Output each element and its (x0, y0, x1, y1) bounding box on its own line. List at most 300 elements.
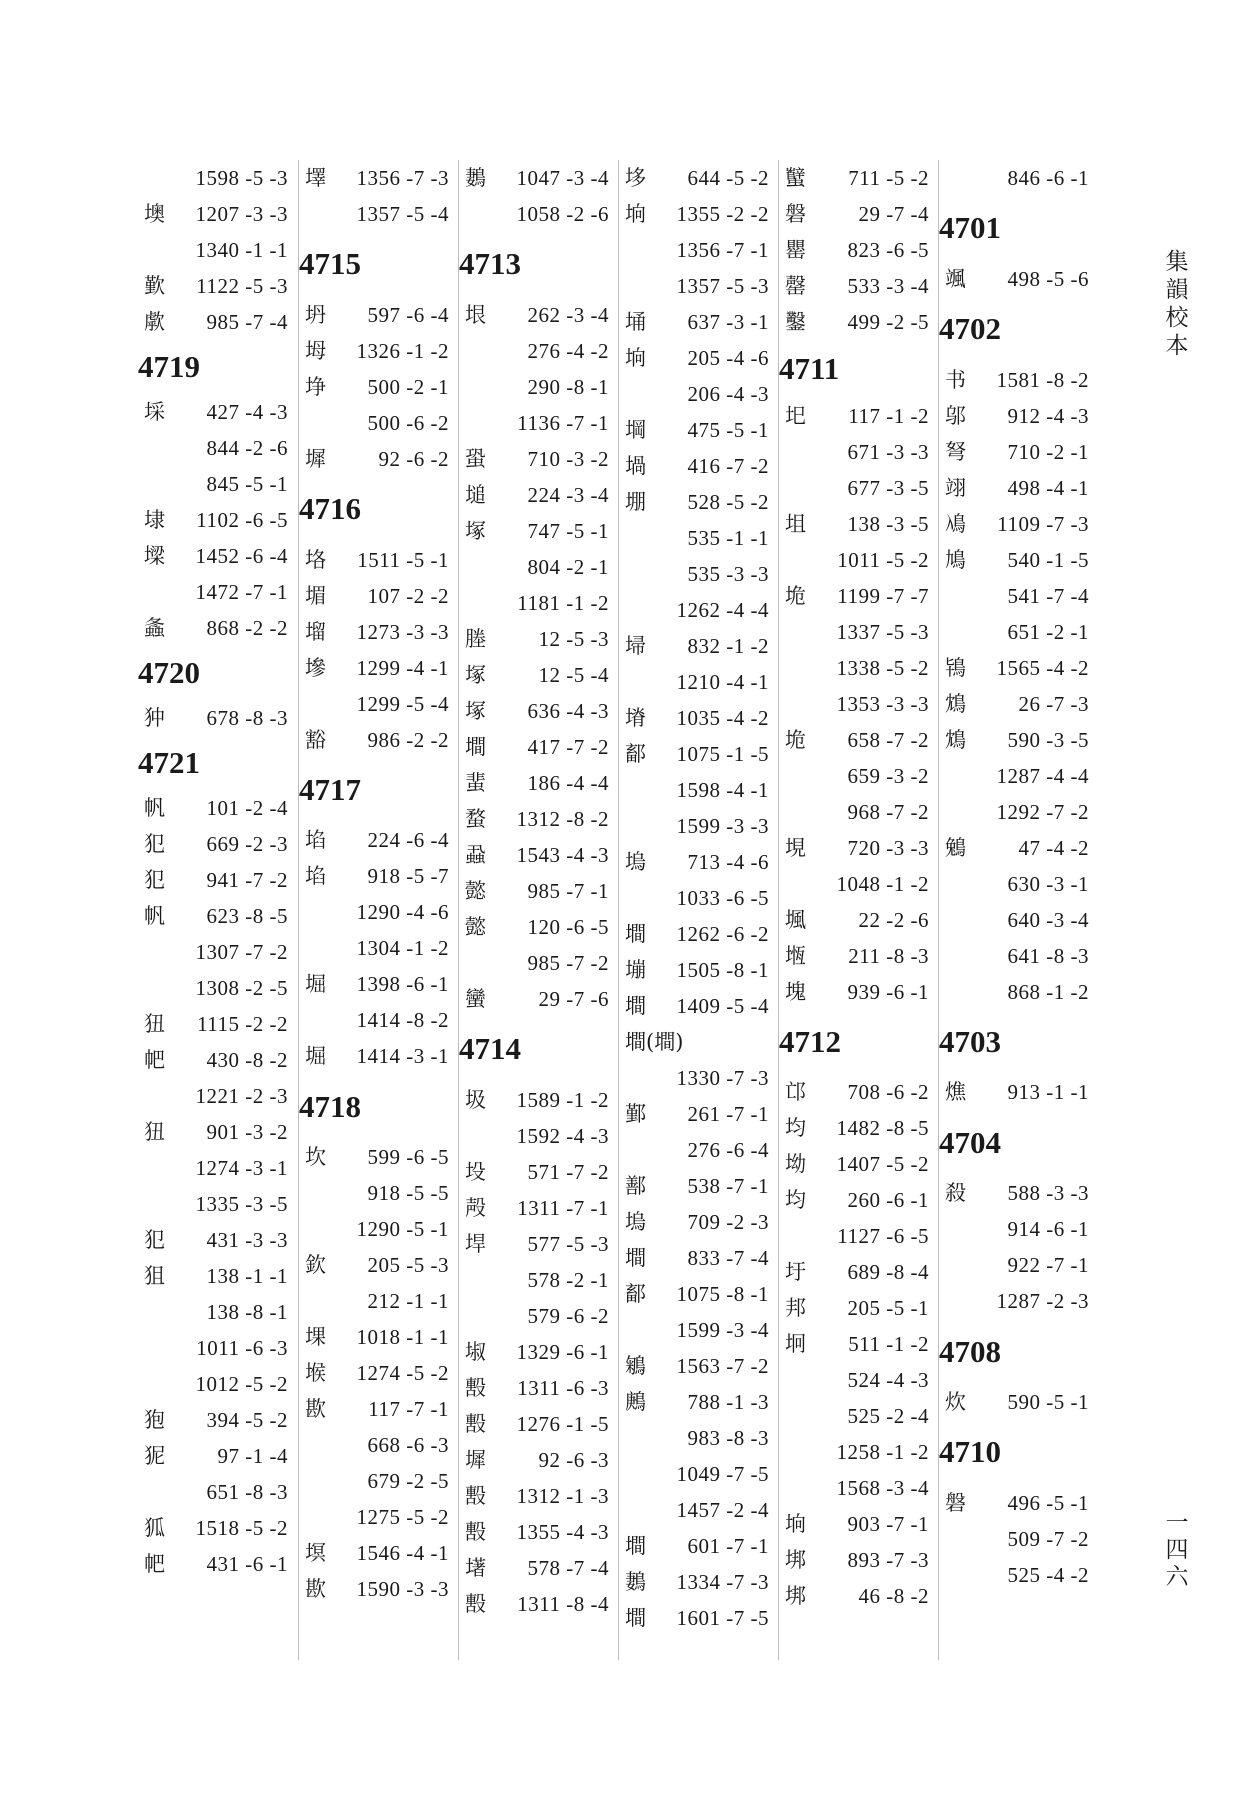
index-entry (459, 981, 619, 1017)
index-entry (619, 1204, 779, 1240)
index-entry (459, 1406, 619, 1442)
entry-reference: 525 -2 -4 (847, 1404, 929, 1428)
entry-character: 蠻 (465, 987, 486, 1011)
index-entry (138, 610, 298, 646)
entry-reference: 97 -1 -4 (217, 1444, 288, 1468)
entry-reference: 1601 -7 -5 (676, 1606, 769, 1630)
entry-reference: 832 -1 -2 (687, 634, 769, 658)
index-entry (459, 909, 619, 945)
index-entry (779, 866, 939, 902)
entry-character: 垷 (785, 836, 806, 860)
entry-reference: 416 -7 -2 (687, 454, 769, 478)
entry-reference: 205 -5 -1 (847, 1296, 929, 1320)
index-entry (779, 196, 939, 232)
entry-character: 殺 (945, 1181, 966, 1205)
entry-reference: 1356 -7 -3 (356, 166, 449, 190)
index-entry (939, 902, 1099, 938)
entry-character: 罌 (785, 238, 806, 262)
index-entry (619, 1276, 779, 1312)
index-entry (619, 448, 779, 484)
entry-character: 螽 (144, 616, 165, 640)
section-code: 4717 (299, 772, 361, 807)
index-entry (459, 513, 619, 549)
index-entry (138, 934, 298, 970)
entry-reference: 1210 -4 -1 (676, 670, 769, 694)
entry-reference: 1590 -3 -3 (356, 1577, 449, 1601)
index-entry (939, 578, 1099, 614)
entry-reference: 290 -8 -1 (527, 375, 609, 399)
index-entry (459, 1262, 619, 1298)
index-entry (939, 506, 1099, 542)
index-entry (299, 1463, 459, 1499)
index-entry (299, 1283, 459, 1319)
entry-reference: 833 -7 -4 (687, 1246, 769, 1270)
section-heading (939, 210, 1099, 246)
entry-reference: 1311 -6 -3 (517, 1376, 609, 1400)
entry-character: 堁 (305, 1325, 326, 1349)
entry-reference: 1033 -6 -5 (676, 886, 769, 910)
entry-reference: 590 -5 -1 (1007, 1390, 1089, 1414)
index-entry (939, 1283, 1099, 1319)
side-title-book-name: 集 韻 校 本 (1165, 249, 1189, 359)
index-entry (619, 1348, 779, 1384)
entry-character: 坍 (305, 303, 326, 327)
entry-character: 垠 (465, 303, 486, 327)
index-entry (619, 700, 779, 736)
index-entry (779, 1146, 939, 1182)
entry-reference: 212 -1 -1 (367, 1289, 449, 1313)
index-entry (138, 430, 298, 466)
entry-character: 均 (785, 1188, 806, 1212)
index-entry (299, 930, 459, 966)
section-heading (299, 246, 459, 282)
entry-character: 墹 (465, 735, 486, 759)
entry-character: 圯 (785, 404, 806, 428)
entry-character: 鄐 (625, 742, 646, 766)
entry-character: 书 (945, 368, 966, 392)
index-entry (459, 801, 619, 837)
index-entry (619, 412, 779, 448)
index-entry (459, 297, 619, 333)
index-entry (299, 1211, 459, 1247)
index-entry (459, 369, 619, 405)
section-heading (459, 246, 619, 282)
entry-character: 埭 (144, 508, 165, 532)
index-entry (299, 894, 459, 930)
index-entry (619, 1384, 779, 1420)
entry-reference: 671 -3 -3 (847, 440, 929, 464)
entry-character: 埇 (625, 310, 646, 334)
entry-reference: 427 -4 -3 (206, 400, 288, 424)
entry-reference: 538 -7 -1 (687, 1174, 769, 1198)
section-heading (939, 1024, 1099, 1060)
index-entry (779, 686, 939, 722)
index-entry (779, 1290, 939, 1326)
index-entry (939, 974, 1099, 1010)
index-entry (619, 1240, 779, 1276)
entry-character: 殸 (465, 1196, 486, 1220)
entry-reference: 431 -3 -3 (206, 1228, 288, 1252)
section-code: 4704 (939, 1125, 1001, 1160)
index-entry (459, 196, 619, 232)
index-entry (138, 862, 298, 898)
entry-reference: 524 -4 -3 (847, 1368, 929, 1392)
entry-character: 帊 (144, 1048, 165, 1072)
index-entry (619, 520, 779, 556)
entry-character: 鴆 (945, 692, 966, 716)
entry-reference: 1353 -3 -3 (836, 692, 929, 716)
entry-reference: 986 -2 -2 (367, 728, 449, 752)
index-entry (459, 333, 619, 369)
index-entry (459, 1298, 619, 1334)
entry-reference: 205 -5 -3 (367, 1253, 449, 1277)
index-entry (299, 650, 459, 686)
index-entry (939, 542, 1099, 578)
entry-character: 蜚 (465, 771, 486, 795)
section-code: 4715 (299, 246, 361, 281)
entry-reference: 1018 -1 -1 (356, 1325, 449, 1349)
index-entry (619, 844, 779, 880)
index-entry (138, 826, 298, 862)
entry-character: 邙 (785, 1080, 806, 1104)
entry-reference: 540 -1 -5 (1007, 548, 1089, 572)
entry-character: 鴆 (945, 728, 966, 752)
entry-reference: 1275 -5 -2 (356, 1505, 449, 1529)
index-entry (779, 722, 939, 758)
entry-reference: 22 -2 -6 (858, 908, 929, 932)
entry-reference: 1355 -4 -3 (516, 1520, 609, 1544)
entry-character: 毄 (465, 1592, 486, 1616)
entry-character: 毄 (465, 1484, 486, 1508)
index-entry (939, 362, 1099, 398)
entry-character: 墿 (305, 166, 326, 190)
entry-reference: 1326 -1 -2 (356, 339, 449, 363)
entry-character: 鳰 (945, 512, 966, 536)
page-number: 一 四 六 (1165, 1510, 1189, 1590)
entry-character: 懿 (465, 879, 486, 903)
index-entry (619, 304, 779, 340)
entry-reference: 498 -4 -1 (1007, 476, 1089, 500)
entry-reference: 475 -5 -1 (687, 418, 769, 442)
index-entry (619, 664, 779, 700)
entry-character: 堸 (785, 908, 806, 932)
index-column-5 (778, 160, 939, 1660)
entry-character: 燋 (945, 1080, 966, 1104)
index-entry (939, 1211, 1099, 1247)
entry-reference: 1398 -6 -1 (356, 972, 449, 996)
index-columns (138, 160, 1098, 1660)
entry-reference: 1047 -3 -4 (516, 166, 609, 190)
entry-reference: 710 -3 -2 (527, 447, 609, 471)
index-entry (299, 1535, 459, 1571)
index-entry (939, 1557, 1099, 1593)
index-entry (779, 1218, 939, 1254)
entry-reference: 579 -6 -2 (527, 1304, 609, 1328)
entry-reference: 261 -7 -1 (687, 1102, 769, 1126)
entry-character: 狐 (144, 1516, 165, 1540)
index-entry (779, 1074, 939, 1110)
index-entry (939, 434, 1099, 470)
entry-character: 邬 (945, 404, 966, 428)
index-entry (779, 1578, 939, 1614)
entry-character: 圩 (785, 1260, 806, 1284)
entry-character: 墹(墹) (625, 1030, 684, 1054)
entry-character: 埱 (465, 1340, 486, 1364)
index-entry (299, 441, 459, 477)
section-heading (459, 1031, 619, 1067)
index-entry (138, 304, 298, 340)
index-entry (619, 1096, 779, 1132)
section-heading (299, 772, 459, 808)
entry-reference: 711 -5 -2 (848, 166, 929, 190)
index-entry (619, 160, 779, 196)
entry-reference: 893 -7 -3 (847, 1548, 929, 1572)
entry-character: 狍 (144, 1408, 165, 1432)
entry-reference: 1136 -7 -1 (517, 411, 609, 435)
entry-reference: 1276 -1 -5 (516, 1412, 609, 1436)
index-entry (779, 1506, 939, 1542)
entry-reference: 1221 -2 -3 (195, 1084, 288, 1108)
section-code: 4708 (939, 1334, 1001, 1369)
index-entry (299, 1002, 459, 1038)
entry-reference: 138 -3 -5 (847, 512, 929, 536)
index-entry (939, 938, 1099, 974)
entry-reference: 1299 -4 -1 (356, 656, 449, 680)
index-entry (459, 477, 619, 513)
index-entry (138, 700, 298, 736)
index-entry (299, 1391, 459, 1427)
entry-character: 圾 (465, 1088, 486, 1112)
entry-reference: 709 -2 -3 (687, 1210, 769, 1234)
entry-reference: 1337 -5 -3 (836, 620, 929, 644)
entry-character: 坰 (785, 1332, 806, 1356)
index-entry (939, 866, 1099, 902)
entry-character: 垧 (625, 202, 646, 226)
entry-reference: 541 -7 -4 (1007, 584, 1089, 608)
entry-reference: 394 -5 -2 (206, 1408, 288, 1432)
entry-reference: 1199 -7 -7 (837, 584, 929, 608)
index-entry (619, 340, 779, 376)
index-entry (459, 549, 619, 585)
entry-reference: 1075 -1 -5 (676, 742, 769, 766)
entry-character: 堋 (625, 490, 646, 514)
entry-character: 帆 (144, 904, 165, 928)
index-entry (779, 758, 939, 794)
entry-reference: 941 -7 -2 (206, 868, 288, 892)
entry-character: 鳩 (945, 548, 966, 572)
index-entry (939, 1074, 1099, 1110)
entry-reference: 1457 -2 -4 (676, 1498, 769, 1522)
index-entry (138, 970, 298, 1006)
index-entry (619, 376, 779, 412)
entry-reference: 107 -2 -2 (367, 584, 449, 608)
entry-character: 懿 (465, 915, 486, 939)
entry-character: 塢 (625, 850, 646, 874)
section-code: 4716 (299, 491, 361, 526)
entry-reference: 599 -6 -5 (367, 1145, 449, 1169)
index-entry (459, 1082, 619, 1118)
entry-character: 墹 (625, 922, 646, 946)
entry-character: 垑 (625, 166, 646, 190)
index-entry (939, 1384, 1099, 1420)
entry-reference: 1311 -7 -1 (517, 1196, 609, 1220)
index-entry (619, 808, 779, 844)
index-entry (779, 794, 939, 830)
entry-character: 堩 (785, 944, 806, 968)
index-entry (138, 394, 298, 430)
entry-reference: 1290 -4 -6 (356, 900, 449, 924)
index-column-1 (138, 160, 298, 1660)
entry-reference: 92 -6 -2 (378, 447, 449, 471)
entry-reference: 1292 -7 -2 (996, 800, 1089, 824)
entry-character: 歏 (144, 274, 165, 298)
index-entry (138, 196, 298, 232)
entry-reference: 224 -3 -4 (527, 483, 609, 507)
index-entry (138, 1474, 298, 1510)
entry-reference: 630 -3 -1 (1007, 872, 1089, 896)
entry-reference: 1409 -5 -4 (676, 994, 769, 1018)
entry-reference: 651 -2 -1 (1007, 620, 1089, 644)
entry-character: 塠 (465, 483, 486, 507)
index-entry (779, 1398, 939, 1434)
entry-reference: 528 -5 -2 (687, 490, 769, 514)
entry-character: 弩 (945, 440, 966, 464)
entry-reference: 1304 -1 -2 (356, 936, 449, 960)
section-heading (939, 1434, 1099, 1470)
index-entry (459, 1370, 619, 1406)
entry-reference: 644 -5 -2 (687, 166, 769, 190)
entry-character: 垹 (785, 1584, 806, 1608)
entry-reference: 846 -6 -1 (1007, 166, 1089, 190)
entry-reference: 117 -7 -1 (368, 1397, 449, 1421)
index-entry (138, 898, 298, 934)
entry-reference: 640 -3 -4 (1007, 908, 1089, 932)
index-entry (619, 988, 779, 1024)
entry-reference: 417 -7 -2 (527, 735, 609, 759)
index-entry (299, 822, 459, 858)
section-code: 4703 (939, 1024, 1001, 1059)
entry-character: 鵴 (625, 1354, 646, 1378)
entry-character: 蝥 (465, 807, 486, 831)
entry-reference: 601 -7 -1 (687, 1534, 769, 1558)
entry-character: 坶 (305, 339, 326, 363)
entry-character: 塓 (305, 1541, 326, 1565)
entry-reference: 535 -1 -1 (687, 526, 769, 550)
index-entry (619, 1132, 779, 1168)
entry-character: 毄 (465, 1520, 486, 1544)
entry-reference: 12 -5 -3 (538, 627, 609, 651)
index-entry (939, 1247, 1099, 1283)
section-heading (299, 491, 459, 527)
entry-character: 堈 (625, 418, 646, 442)
index-entry (619, 268, 779, 304)
index-entry (299, 1175, 459, 1211)
entry-reference: 500 -6 -2 (367, 411, 449, 435)
entry-reference: 186 -4 -4 (527, 771, 609, 795)
index-entry (138, 538, 298, 574)
entry-character: 狙 (144, 1264, 165, 1288)
entry-reference: 1273 -3 -3 (356, 620, 449, 644)
entry-character: 垾 (465, 1232, 486, 1256)
index-entry (619, 592, 779, 628)
section-code: 4712 (779, 1024, 841, 1059)
index-entry (779, 160, 939, 196)
index-entry (779, 1362, 939, 1398)
index-entry (459, 657, 619, 693)
entry-reference: 845 -5 -1 (206, 472, 288, 496)
entry-character: 蠥 (785, 166, 806, 190)
entry-reference: 1340 -1 -1 (195, 238, 288, 262)
entry-character: 鄐 (625, 1282, 646, 1306)
entry-reference: 500 -2 -1 (367, 375, 449, 399)
entry-reference: 224 -6 -4 (367, 828, 449, 852)
entry-reference: 1122 -5 -3 (196, 274, 288, 298)
entry-reference: 1049 -7 -5 (676, 1462, 769, 1486)
entry-reference: 669 -2 -3 (206, 832, 288, 856)
index-entry (138, 160, 298, 196)
entry-character: 鶈 (465, 166, 486, 190)
entry-reference: 1299 -5 -4 (356, 692, 449, 716)
entry-character: 墹 (625, 1534, 646, 1558)
index-entry (619, 484, 779, 520)
index-entry (299, 1139, 459, 1175)
entry-reference: 1012 -5 -2 (195, 1372, 288, 1396)
entry-reference: 1290 -5 -1 (356, 1217, 449, 1241)
entry-character: 塢 (625, 1210, 646, 1234)
entry-reference: 658 -7 -2 (847, 728, 929, 752)
entry-character: 塊 (785, 980, 806, 1004)
index-entry (779, 232, 939, 268)
index-entry (459, 693, 619, 729)
section-code: 4714 (459, 1031, 521, 1066)
entry-reference: 577 -5 -3 (527, 1232, 609, 1256)
section-code: 4719 (138, 349, 200, 384)
entry-reference: 1338 -5 -2 (836, 656, 929, 680)
entry-character: 毄 (465, 1412, 486, 1436)
entry-character: 均 (785, 1116, 806, 1140)
index-entry (779, 1110, 939, 1146)
index-entry (299, 722, 459, 758)
index-entry (779, 398, 939, 434)
entry-reference: 1568 -3 -4 (836, 1476, 929, 1500)
entry-character: 坥 (785, 512, 806, 536)
entry-reference: 1311 -8 -4 (517, 1592, 609, 1616)
entry-reference: 578 -2 -1 (527, 1268, 609, 1292)
entry-reference: 708 -6 -2 (847, 1080, 929, 1104)
entry-reference: 138 -8 -1 (206, 1300, 288, 1324)
entry-character: 墀 (465, 1448, 486, 1472)
entry-reference: 1330 -7 -3 (676, 1066, 769, 1090)
entry-reference: 1546 -4 -1 (356, 1541, 449, 1565)
entry-reference: 1505 -8 -1 (676, 958, 769, 982)
entry-reference: 1599 -3 -3 (676, 814, 769, 838)
entry-character: 埳 (305, 828, 326, 852)
entry-reference: 1262 -4 -4 (676, 598, 769, 622)
index-entry (939, 686, 1099, 722)
index-entry (138, 574, 298, 610)
entry-reference: 985 -7 -2 (527, 951, 609, 975)
entry-character: 狆 (144, 706, 165, 730)
index-entry (138, 268, 298, 304)
section-code: 4710 (939, 1434, 1001, 1469)
index-entry (459, 837, 619, 873)
entry-reference: 509 -7 -2 (1007, 1527, 1089, 1551)
entry-reference: 1357 -5 -4 (356, 202, 449, 226)
entry-reference: 578 -7 -4 (527, 1556, 609, 1580)
index-entry (939, 1521, 1099, 1557)
entry-reference: 29 -7 -6 (538, 987, 609, 1011)
index-entry (299, 1499, 459, 1535)
